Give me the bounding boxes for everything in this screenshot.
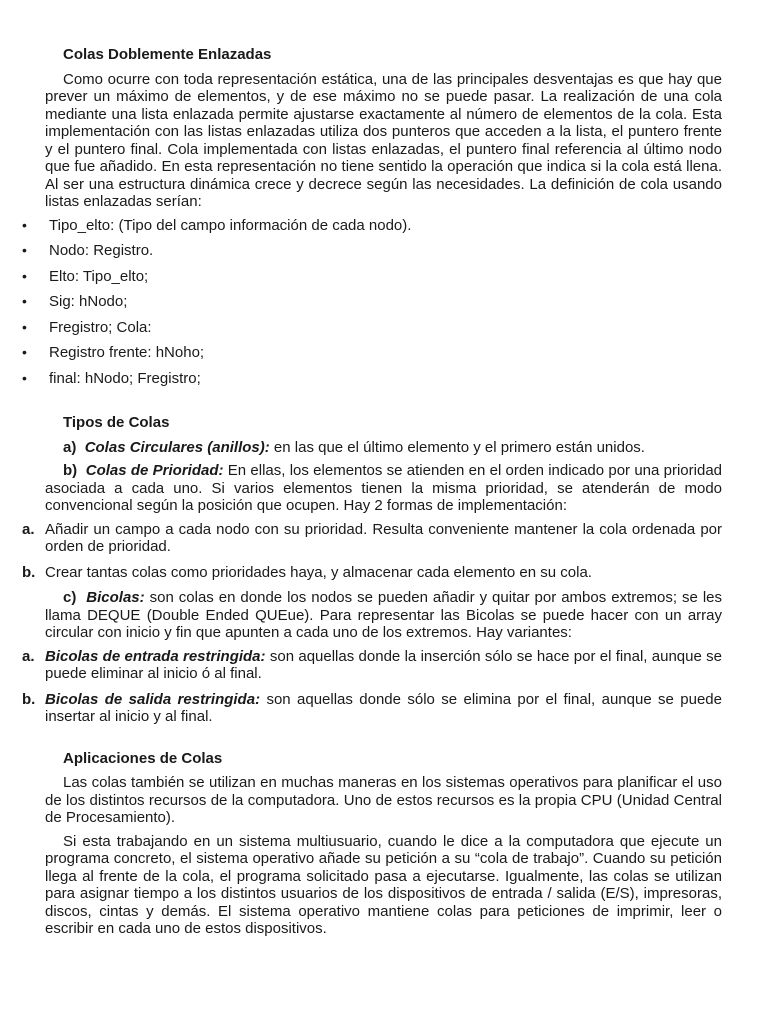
type-priority: b) Colas de Prioridad: En ellas, los elementos se atienden en el orden indicado por una prioridad asociada a cada uno. Si varios elementos tienen la misma prioridad, se atenderán de modo convencional según la posición que ocupen. Hay 2 formas de implementación:	[45, 462, 723, 514]
section-heading-tipos-de-colas: Tipos de Colas	[63, 414, 170, 431]
intro-paragraph: Como ocurre con toda representación estática, una de las principales desventajas es que hay que prever un máximo de elementos, y de ese máximo no se puede pasar. La realización de una cola mediante una lista enlazada permite ajustarse exactamente al número de elementos de la cola. Esta implementación con las listas enlazadas utiliza dos punteros que acceden a la lista, el puntero frente y el puntero final. Cola implementada con listas enlazadas, el puntero final referencia al último nodo que fue añadido. En esta representación no tiene sentido la operación que indica si la cola está llena. Al ser una estructura dinámica crece y decrece según las necesidades. La definición de cola usando listas enlazadas serían:	[45, 70, 722, 210]
bullet-icon: •	[22, 216, 27, 233]
list-item: • Fregistro; Cola:	[22, 318, 152, 336]
list-item: a. Añadir un campo a cada nodo con su prioridad. Resulta conveniente mantener la cola ordenada por orden de prioridad.	[22, 520, 722, 555]
definition-bullet-list	[22, 216, 722, 388]
bullet-icon: •	[22, 293, 27, 309]
list-item: • Elto: Tipo_elto;	[22, 267, 149, 285]
type-bicolas: c) Bicolas: son colas en donde los nodos se pueden añadir y quitar por ambos extremos; se les llama DEQUE (Double Ended QUEue). Para representar las Bicolas se puede hacer con un array circular con inicio y fin que apunten a cada uno de los extremos. Hay variantes:	[45, 589, 722, 641]
bullet-icon: •	[22, 318, 27, 335]
list-item: • Nodo: Registro.	[22, 242, 154, 259]
bullet-icon: •	[22, 267, 27, 284]
list-item: b. Crear tantas colas como prioridades haya, y almacenar cada elemento en su cola.	[22, 563, 592, 581]
bullet-icon: •	[22, 369, 27, 386]
list-item: • final: hNodo; Fregistro;	[22, 369, 201, 387]
list-item: b. Bicolas de salida restringida: son aquellas donde sólo se elimina por el final, aunque se puede insertar al inicio y al final.	[22, 690, 722, 725]
list-item: • Sig: hNodo;	[22, 293, 128, 310]
list-item: • Registro frente: hNoho;	[22, 344, 205, 361]
type-circular: a) Colas Circulares (anillos): en las que el último elemento y el primero están unidos.	[63, 438, 645, 456]
list-item: • Tipo_elto: (Tipo del campo información de cada nodo).	[22, 216, 412, 234]
applications-paragraph-2: Si esta trabajando en un sistema multiusuario, cuando le dice a la computadora que ejecute un programa concreto, el sistema operativo añade su petición a su “cola de trabajo”. Cuando su petición llega al frente de la cola, el programa solicitado pasa a ejecutarse. Igualmente, las colas se utilizan para asignar tiempo a los distintos usuarios de los dispositivos de entrada / salida (E/S), impresoras, discos, cintas y demás. El sistema operativo mantiene colas para peticiones de imprimir, leer o escribir en cada uno de estos dispositivos.	[45, 832, 722, 937]
priority-implementation-list	[22, 520, 722, 582]
bicolas-variants-list	[22, 647, 722, 726]
section-heading-aplicaciones-de-colas: Aplicaciones de Colas	[63, 749, 223, 767]
applications-paragraph-1: Las colas también se utilizan en muchas maneras en los sistemas operativos para planificar el uso de los distintos recursos de la computadora. Uno de estos recursos es la propia CPU (Unidad Central de Procesamiento).	[45, 774, 722, 826]
bullet-icon: •	[22, 344, 27, 360]
list-item: a. Bicolas de entrada restringida: son aquellas donde la inserción sólo se hace por el final, aunque se puede eliminar al inicio ó al final.	[22, 647, 722, 682]
section-heading-colas-doblemente-enlazadas: Colas Doblemente Enlazadas	[63, 46, 272, 63]
bullet-icon: •	[22, 242, 27, 258]
